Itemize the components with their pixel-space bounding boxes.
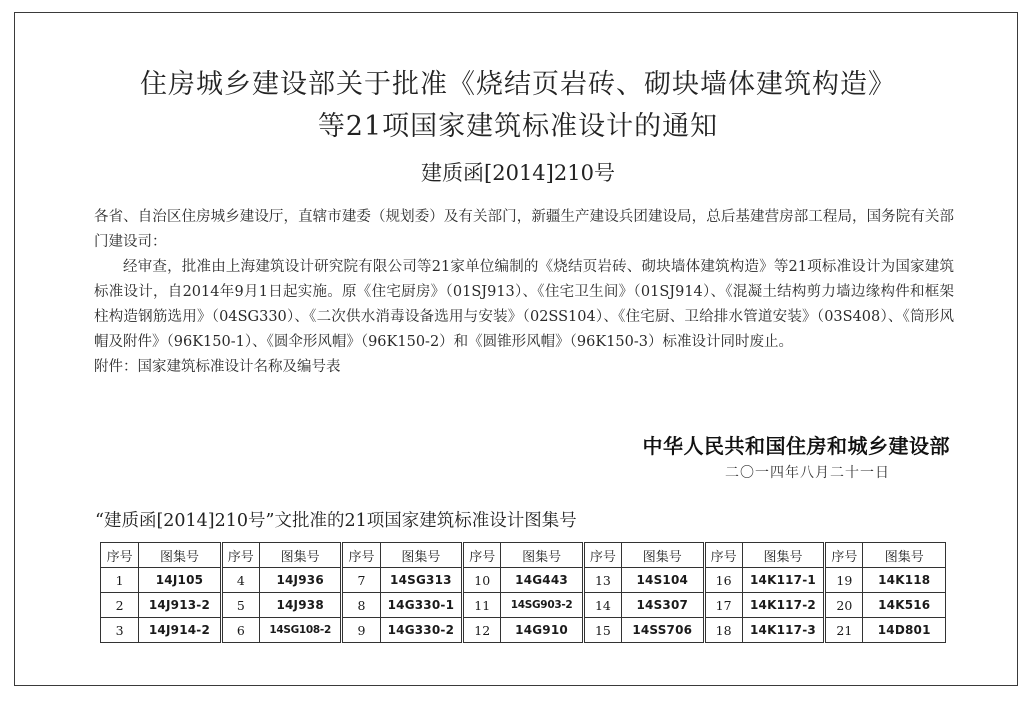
table-header-row <box>101 543 946 568</box>
atlas-code-cell: 14K117-1 <box>742 568 824 593</box>
seq-cell: 1 <box>101 568 139 593</box>
atlas-code-cell: 14K516 <box>863 593 946 618</box>
header-code: 图集号 <box>380 543 462 568</box>
header-code: 图集号 <box>501 543 583 568</box>
seq-cell: 7 <box>342 568 380 593</box>
notice-title-line2: 等21项国家建筑标准设计的通知 <box>317 111 719 142</box>
issuing-authority: 中华人民共和国住房和城乡建设部 <box>642 434 950 458</box>
seq-cell: 8 <box>342 593 380 618</box>
seq-cell: 21 <box>825 618 863 643</box>
seq-cell: 19 <box>825 568 863 593</box>
seq-cell: 20 <box>825 593 863 618</box>
attachment-line: 附件：国家建筑标准设计名称及编号表 <box>94 359 341 375</box>
header-seq: 序号 <box>825 543 863 568</box>
atlas-code-cell: 14J914-2 <box>139 618 221 643</box>
header-seq: 序号 <box>101 543 139 568</box>
header-seq: 序号 <box>583 543 621 568</box>
atlas-code-cell: 14J938 <box>259 593 341 618</box>
atlas-code-cell: 14SG313 <box>380 568 462 593</box>
approval-paragraph: 经审查，批准由上海建筑设计研究院有限公司等21家单位编制的《烧结页岩砖、砌块墙体建筑构造》等21项标准设计为国家建筑标准设计，自2014年9月1日起实施。原《住宅厨房》（01SJ913）、《住宅卫生间》（01SJ914）、《混凝土结构剪力墙边缘构件和框架柱构造钢筋选用》（04SG330）、《二次供水消毒设备选用与安装》（02SS104）、《住宅厨、卫给排水管道安装》（03S408）、《筒形风帽及附件》（96K150-1）、《圆伞形风帽》（96K150-2）和《圆锥形风帽》（96K150-3）标准设计同时废止。 <box>94 259 954 350</box>
seq-cell: 14 <box>583 593 621 618</box>
table-caption: “建质函[2014]210号”文批准的21项国家建筑标准设计图集号 <box>95 511 577 531</box>
atlas-code-cell: 14D801 <box>863 618 946 643</box>
seq-cell: 6 <box>221 618 259 643</box>
header-seq: 序号 <box>704 543 742 568</box>
header-code: 图集号 <box>139 543 221 568</box>
seq-cell: 10 <box>463 568 501 593</box>
atlas-code-cell: 14J913-2 <box>139 593 221 618</box>
table-row <box>101 593 946 618</box>
issue-date: 二〇一四年八月二十一日 <box>725 465 890 481</box>
table-row <box>101 568 946 593</box>
seq-cell: 13 <box>583 568 621 593</box>
seq-cell: 3 <box>101 618 139 643</box>
table-row <box>101 618 946 643</box>
atlas-code-cell: 14S104 <box>622 568 704 593</box>
header-code: 图集号 <box>742 543 824 568</box>
atlas-code-cell: 14SG108-2 <box>259 618 341 643</box>
atlas-code-cell: 14K117-2 <box>742 593 824 618</box>
notice-title-line1: 住房城乡建设部关于批准《烧结页岩砖、砌块墙体建筑构造》 <box>140 69 896 100</box>
atlas-code-cell: 14G330-1 <box>380 593 462 618</box>
atlas-code-cell: 14G443 <box>501 568 583 593</box>
atlas-code-cell: 14G910 <box>501 618 583 643</box>
seq-cell: 15 <box>583 618 621 643</box>
atlas-code-cell: 14J105 <box>139 568 221 593</box>
atlas-code-cell: 14G330-2 <box>380 618 462 643</box>
seq-cell: 5 <box>221 593 259 618</box>
header-seq: 序号 <box>221 543 259 568</box>
atlas-code-cell: 14K117-3 <box>742 618 824 643</box>
header-code: 图集号 <box>622 543 704 568</box>
atlas-code-cell: 14J936 <box>259 568 341 593</box>
seq-cell: 12 <box>463 618 501 643</box>
atlas-code-cell: 14SG903-2 <box>501 593 583 618</box>
addressee-paragraph: 各省、自治区住房城乡建设厅，直辖市建委（规划委）及有关部门，新疆生产建设兵团建设局，总后基建营房部工程局，国务院有关部门建设司： <box>94 209 954 250</box>
seq-cell: 9 <box>342 618 380 643</box>
seq-cell: 4 <box>221 568 259 593</box>
seq-cell: 17 <box>704 593 742 618</box>
header-code: 图集号 <box>863 543 946 568</box>
seq-cell: 16 <box>704 568 742 593</box>
header-seq: 序号 <box>463 543 501 568</box>
atlas-code-cell: 14SS706 <box>622 618 704 643</box>
atlas-code-cell: 14K118 <box>863 568 946 593</box>
seq-cell: 11 <box>463 593 501 618</box>
seq-cell: 2 <box>101 593 139 618</box>
notice-body <box>94 205 954 380</box>
document-number: 建质函[2014]210号 <box>421 161 615 185</box>
atlas-number-table <box>100 542 946 643</box>
header-seq: 序号 <box>342 543 380 568</box>
atlas-code-cell: 14S307 <box>622 593 704 618</box>
seq-cell: 18 <box>704 618 742 643</box>
header-code: 图集号 <box>259 543 341 568</box>
